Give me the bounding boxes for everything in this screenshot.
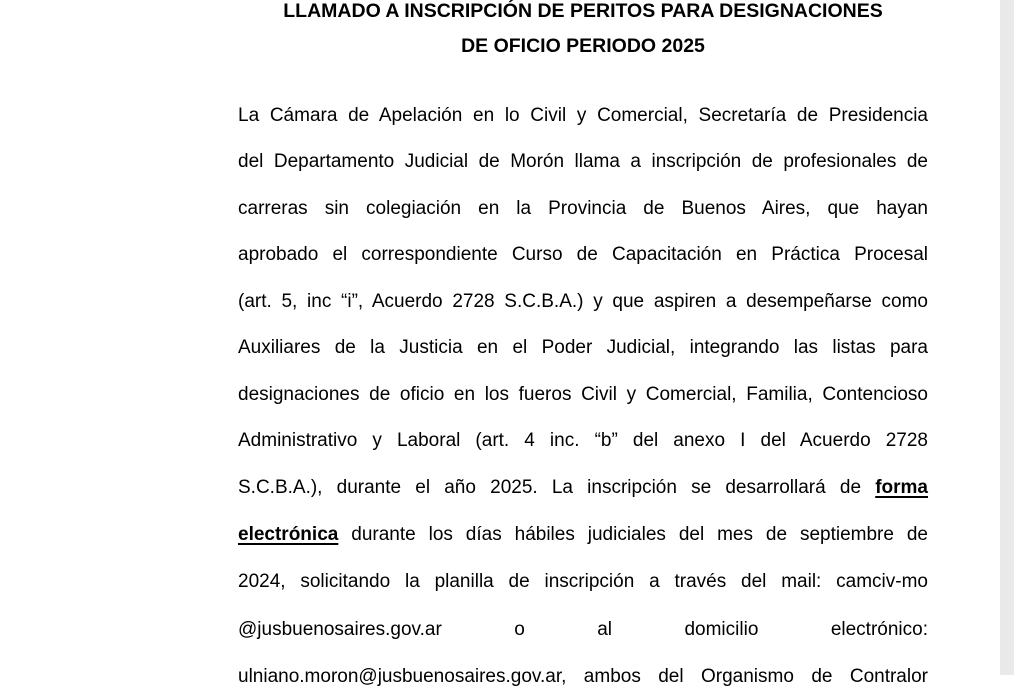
paragraph-line-4: aprobado el correspondiente Curso de Capacitación en Práctica Procesal xyxy=(238,244,928,265)
emphasis-forma: forma xyxy=(875,477,928,498)
paragraph-line-13-partial: ulniano.moron@jusbuenosaires.gov.ar, ambos del Organismo de Contralor xyxy=(238,666,928,687)
word-al: al xyxy=(597,619,613,640)
email-domain-text: @jusbuenosaires.gov.ar xyxy=(238,619,442,640)
paragraph-line-2: del Departamento Judicial de Morón llama a inscripción de profesionales de xyxy=(238,151,928,172)
paragraph-line-10-text: durante los días hábiles judiciales del mes de septiembre de xyxy=(351,524,928,545)
paragraph-line-8: Administrativo y Laboral (art. 4 inc. “b” del anexo I del Acuerdo 2728 xyxy=(238,430,928,451)
paragraph-line-7: designaciones de oficio en los fueros Civil y Comercial, Familia, Contencioso xyxy=(238,384,928,405)
paragraph-line-5: (art. 5, inc “i”, Acuerdo 2728 S.C.B.A.) y que aspiren a desempeñarse como xyxy=(238,291,928,312)
emphasis-electronica: electrónica xyxy=(238,524,339,545)
word-o: o xyxy=(514,619,525,640)
paragraph-line-9 xyxy=(238,477,928,499)
paragraph-line-11: 2024, solicitando la planilla de inscripción a través del mail: camciv-mo xyxy=(238,571,928,592)
paragraph-line-3: carreras sin colegiación en la Provincia de Buenos Aires, que hayan xyxy=(238,198,928,219)
scroll-gutter[interactable] xyxy=(1000,0,1014,675)
paragraph-line-1: La Cámara de Apelación en lo Civil y Comercial, Secretaría de Presidencia xyxy=(238,105,928,126)
document-title-line-2: DE OFICIO PERIODO 2025 xyxy=(461,35,705,57)
word-electronico: electrónico: xyxy=(830,619,928,640)
paragraph-line-10 xyxy=(238,524,928,546)
paragraph-line-9-text: S.C.B.A.), durante el año 2025. La inscripción se desarrollará de xyxy=(238,477,862,498)
word-domicilio: domicilio xyxy=(684,619,759,640)
document-title-line-1: LLAMADO A INSCRIPCIÓN DE PERITOS PARA DESIGNACIONES xyxy=(283,0,883,22)
paragraph-line-6: Auxiliares de la Justicia en el Poder Judicial, integrando las listas para xyxy=(238,337,928,358)
paragraph-line-12 xyxy=(238,619,928,641)
